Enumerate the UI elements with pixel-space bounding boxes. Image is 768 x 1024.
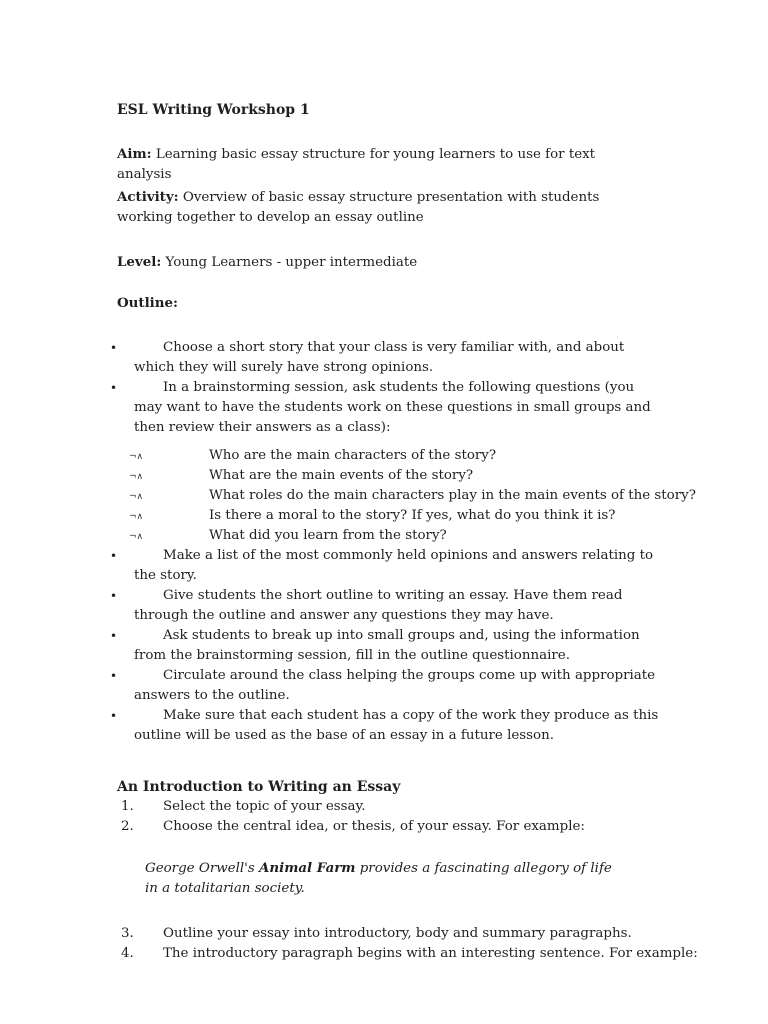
activity-line [117, 187, 617, 228]
sub-bullet-icon: ¬∧ [129, 472, 144, 482]
step-text: Select the topic of your essay. [163, 799, 366, 814]
step-text: Choose the central idea, or thesis, of your essay. For example: [163, 819, 585, 834]
list-item [0, 817, 768, 837]
list-item [0, 626, 659, 666]
list-item [0, 706, 659, 746]
list-item [0, 944, 768, 964]
activity-text: Overview of basic essay structure presentation with students working together to develop an essay outline [117, 190, 600, 225]
question-text: Is there a moral to the story? If yes, what do you think it is? [209, 508, 616, 523]
question-text: What roles do the main characters play in the main events of the story? [209, 488, 696, 503]
aim-text: Learning basic essay structure for young learners to use for text analysis [117, 147, 596, 182]
sub-bullet-icon: ¬∧ [129, 532, 144, 542]
aim-line [117, 144, 637, 185]
step-text: The introductory paragraph begins with an interesting sentence. For example: [163, 946, 698, 961]
sub-bullet-icon: ¬∧ [129, 512, 144, 522]
bullet-icon: • [110, 549, 118, 563]
bullet-icon: • [110, 589, 118, 603]
bullet-text: Ask students to break up into small groups and, using the information from the brainstorming session, fill in the outline questionnaire. [134, 628, 640, 663]
step-number: 4. [121, 946, 134, 961]
example-text-before: George Orwell's [145, 861, 259, 876]
example-text-after: provides a fascinating allegory of life in a totalitarian society. [145, 861, 612, 896]
bullet-text: Make a list of the most commonly held opinions and answers relating to the story. [134, 548, 654, 583]
bullet-icon: • [110, 381, 118, 395]
question-item [0, 526, 659, 546]
question-text: Who are the main characters of the story? [209, 448, 497, 463]
list-item [0, 924, 768, 944]
step-number: 1. [121, 799, 134, 814]
document-title: ESL Writing Workshop 1 [117, 102, 310, 118]
question-list [0, 446, 696, 546]
list-item [0, 338, 659, 378]
list-item [0, 586, 659, 626]
outline-heading: Outline: [117, 295, 178, 311]
bullet-icon: • [110, 341, 118, 355]
bullet-icon: • [110, 629, 118, 643]
activity-label: Activity: [117, 189, 179, 205]
question-text: What are the main events of the story? [209, 468, 474, 483]
bullet-icon: • [110, 669, 118, 683]
example-quote [145, 858, 615, 899]
question-item [0, 486, 696, 506]
question-text: What did you learn from the story? [209, 528, 447, 543]
question-item [0, 466, 659, 486]
list-item [0, 666, 659, 706]
sub-bullet-icon: ¬∧ [129, 452, 144, 462]
question-item [0, 506, 659, 526]
step-number: 2. [121, 819, 134, 834]
question-item [0, 446, 659, 466]
list-item [0, 797, 768, 817]
list-item [0, 546, 659, 586]
steps-list-b [0, 924, 768, 964]
level-text: Young Learners - upper intermediate [165, 255, 418, 270]
level-line [117, 252, 637, 273]
list-item [0, 378, 696, 546]
bullet-text: Give students the short outline to writing an essay. Have them read through the outline and answer any questions they may have. [134, 588, 623, 623]
bullet-text: In a brainstorming session, ask students the following questions (you may want to have the students work on these questions in small groups and then review their answers as a class): [134, 380, 651, 435]
bullet-text: Make sure that each student has a copy of the work they produce as this outline will be used as the base of an essay in a future lesson. [134, 708, 659, 743]
example-book-title: Animal Farm [258, 860, 356, 876]
bullet-text: Choose a short story that your class is very familiar with, and about which they will surely have strong opinions. [134, 340, 625, 375]
aim-label: Aim: [117, 146, 152, 162]
bullet-icon: • [110, 709, 118, 723]
outline-bullet-list [0, 338, 768, 746]
bullet-text: Circulate around the class helping the groups come up with appropriate answers to the outline. [134, 668, 656, 703]
steps-list-a [0, 797, 768, 837]
step-text: Outline your essay into introductory, body and summary paragraphs. [163, 926, 632, 941]
level-label: Level: [117, 254, 162, 270]
section-heading: An Introduction to Writing an Essay [117, 779, 401, 795]
sub-bullet-icon: ¬∧ [129, 492, 144, 502]
step-number: 3. [121, 926, 134, 941]
